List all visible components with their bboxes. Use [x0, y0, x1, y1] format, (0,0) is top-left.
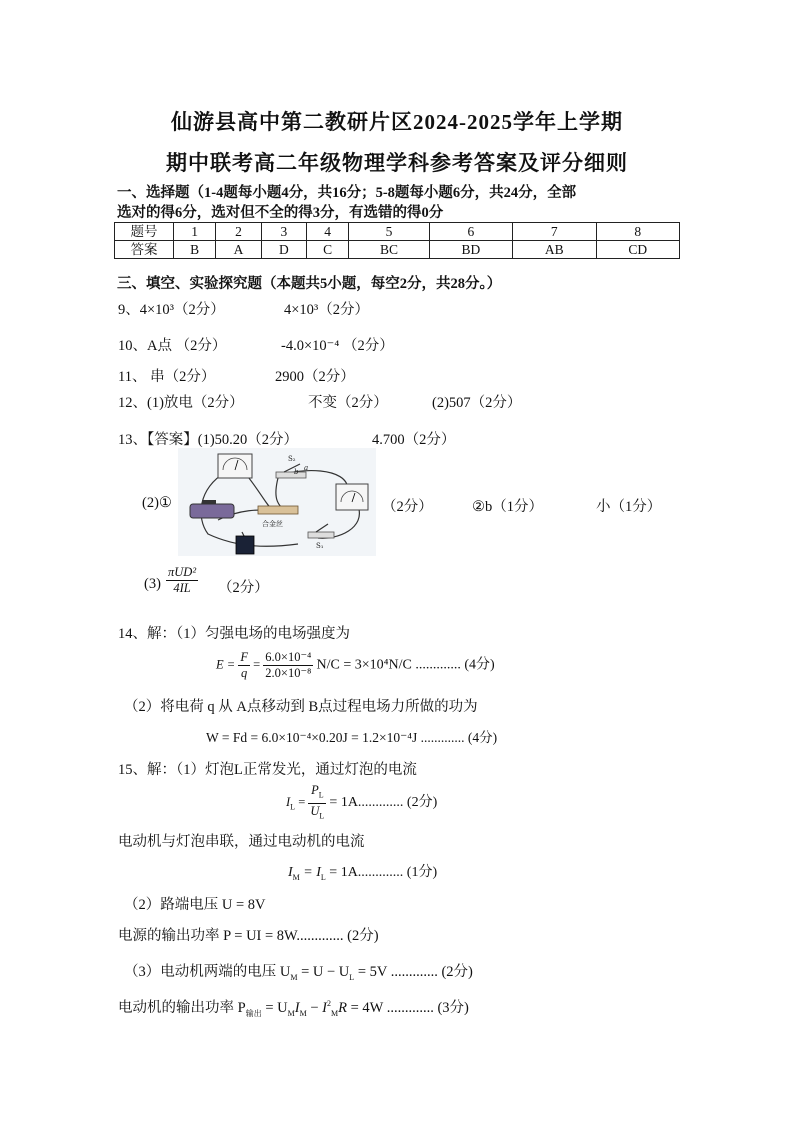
table-row: [115, 223, 680, 241]
q14-part2: （2）将电荷 q 从 A点移动到 B点过程电场力所做的功为: [124, 699, 478, 715]
table-cell: 1: [174, 223, 216, 241]
title-line-1: 仙游县高中第二教研片区2024-2025学年上学期: [171, 110, 623, 134]
circuit-diagram: [178, 448, 376, 556]
q15-intro: 15、解：（1）灯泡L正常发光，通过灯泡的电流: [118, 762, 417, 778]
table-cell: 题号: [115, 223, 174, 241]
q13-answer-a: 13、【答案】(1)50.20（2分）: [118, 432, 299, 448]
eq-lhs: I: [288, 865, 293, 880]
q12-answer-c: (2)507（2分）: [432, 395, 522, 411]
section1-heading-2: 选对的得6分，选对但不全的得3分，有选错的得0分: [117, 205, 444, 221]
fraction-denominator: 2.0×10⁻⁸: [265, 666, 312, 680]
q15-part3: （3）电动机两端的电压 $U_M = U - U_L = 5V$ ............. (2分): [124, 964, 473, 982]
table-cell: 7: [513, 223, 596, 241]
q14-equation-2: W = Fd = 6.0×10⁻⁴×0.20J = 1.2×10⁻⁴J ............. (4分): [206, 730, 498, 745]
q15-text-4: 电动机的输出功率 $P_{输出} = U_MI_M - I^2_MR = 4W$ ............. (3分): [118, 999, 469, 1018]
eq-sub: L: [318, 790, 324, 800]
a-label: a: [304, 464, 309, 472]
text4-tail: = 4W ............. (3分): [350, 1000, 469, 1016]
s2-label: S₂: [288, 455, 296, 463]
q13-score1: （2分）: [382, 499, 433, 515]
fraction-numerator: F: [240, 650, 248, 664]
q12-answer-a: 12、(1)放电（2分）: [118, 395, 244, 411]
q10-answer-b: -4.0×10⁻⁴ （2分）: [281, 338, 394, 354]
q13-part3-score: （2分）: [218, 580, 269, 596]
table-cell: 5: [349, 223, 429, 241]
q12-answer-b: 不变（2分）: [308, 395, 388, 411]
table-cell: 2: [216, 223, 261, 241]
q10-answer-a: 10、A点 （2分）: [118, 338, 227, 354]
q13-part3-fraction: [166, 565, 198, 596]
q14-intro: 14、解：（1）匀强电场的电场强度为: [118, 626, 350, 642]
part3-rest: = U − U: [301, 964, 350, 980]
fraction-numerator: 6.0×10⁻⁴: [265, 650, 312, 664]
table-cell: 8: [596, 223, 680, 241]
q11-answer-b: 2900（2分）: [275, 369, 355, 385]
fraction-denominator: q: [241, 666, 248, 680]
table-cell: A: [216, 241, 261, 259]
eq-sub: L: [290, 802, 296, 812]
eq-rest: N/C = 3×10⁴N/C ............. (4分): [316, 657, 495, 673]
q13-answer3: 小（1分）: [596, 499, 662, 515]
q9-answer-b: 4×10³（2分）: [284, 302, 370, 318]
table-cell: C: [307, 241, 349, 259]
b-label: b: [294, 468, 299, 476]
q9-answer-a: 9、4×10³（2分）: [118, 302, 225, 318]
fraction-denominator: U: [310, 803, 320, 818]
eq-rest: = I: [303, 865, 321, 880]
q13-answer2: ②b（1分）: [472, 499, 543, 515]
q14-equation-1: E = $\frac{F}{q}$ = $\frac{\text{6.0×10⁻⁴}}{\text{2.0×10⁻⁸}}$ N/C = 3×10⁴N/C ............. (4分): [216, 650, 495, 680]
eq-lhs: I: [286, 794, 291, 809]
eq-sub: L: [319, 811, 325, 820]
q13-part2-prefix: (2)①: [142, 495, 172, 511]
table-cell: 4: [307, 223, 349, 241]
section3-heading: 三、填空、实验探究题（本题共5小题，每空2分，共28分。）: [117, 276, 502, 292]
q15-text-2: 电动机与灯泡串联，通过电动机的电流: [118, 834, 365, 850]
text4-sub: 输出: [245, 1008, 262, 1018]
table-cell: BD: [429, 241, 512, 259]
table-cell: 答案: [115, 241, 174, 259]
section1-heading-1: 一、选择题（1-4题每小题4分，共16分；5-8题每小题6分，共24分，全部: [117, 185, 577, 201]
q15-equation-1: $I_L$ = $\frac{P_L}{U_L}$ = 1A............. (2分): [286, 783, 438, 820]
table-cell: D: [261, 241, 306, 259]
fraction-denominator: 4IL: [173, 581, 191, 595]
fraction-numerator: πUD²: [168, 565, 197, 579]
part3-text: （3）电动机两端的电压 U: [124, 964, 291, 980]
table-cell: B: [174, 241, 216, 259]
eq-lhs: E =: [216, 657, 236, 672]
table-cell: CD: [596, 241, 680, 259]
eq-rest: = 1A............. (2分): [329, 794, 438, 810]
answer-table: [114, 222, 680, 259]
q13-answer-b: 4.700（2分）: [372, 432, 456, 448]
text4-main: 电动机的输出功率 P: [118, 1000, 246, 1016]
part3-tail: = 5V ............. (2分): [357, 964, 473, 980]
table-cell: 6: [429, 223, 512, 241]
q11-answer-a: 11、 串（2分）: [118, 369, 216, 385]
eq-tail: = 1A............. (1分): [329, 865, 438, 880]
q15-equation-2: $I_M = I_L = 1A$............. (1分): [288, 865, 438, 882]
alloy-label: 合金丝: [262, 520, 283, 528]
text4-rest: = U: [265, 1000, 288, 1016]
table-cell: BC: [349, 241, 429, 259]
table-cell: AB: [513, 241, 596, 259]
table-row: [115, 241, 680, 259]
s1-label: S₁: [316, 542, 324, 550]
q15-part2: （2）路端电压 U = 8V: [124, 897, 266, 913]
q13-part3-prefix: (3): [144, 576, 161, 592]
q15-text-3: 电源的输出功率 P = UI = 8W............. (2分): [118, 928, 379, 944]
table-cell: 3: [261, 223, 306, 241]
title-line-2: 期中联考高二年级物理学科参考答案及评分细则: [166, 151, 628, 175]
fraction-numerator: P: [311, 783, 319, 797]
